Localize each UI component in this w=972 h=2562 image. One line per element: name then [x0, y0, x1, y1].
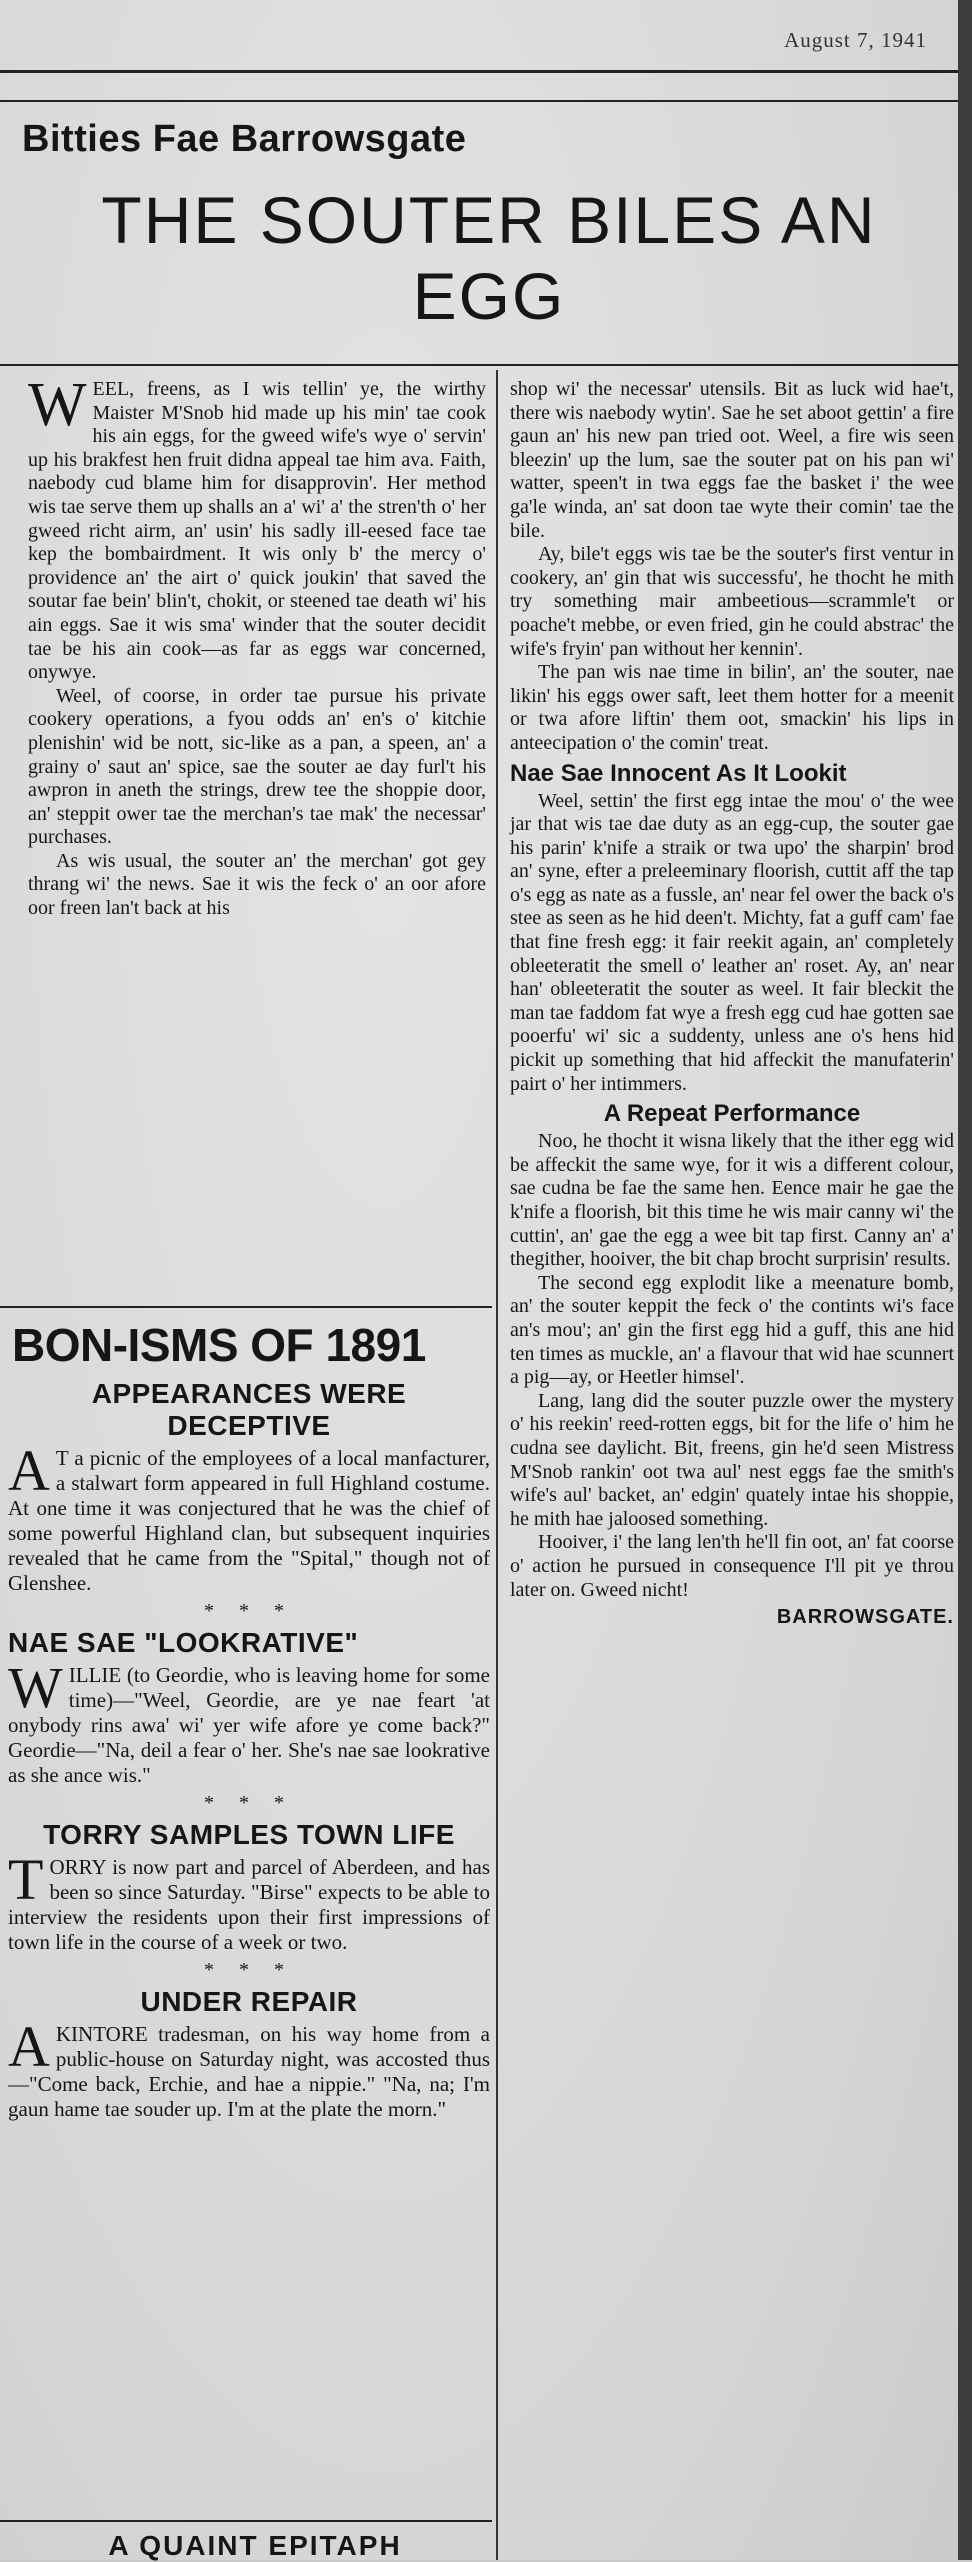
- article-left-column: [28, 371, 486, 921]
- drop-cap: A: [8, 1438, 50, 1503]
- issue-date: August 7, 1941: [784, 28, 927, 52]
- drop-cap: T: [8, 1847, 44, 1912]
- bonism-text: AKINTORE tradesman, on his way home from a public-house on Saturday night, was accosted thus—"Come back, Erchie, and hae a nippie." "Na, na; I'm gaun hame tae souder up. I'm at the plate the morn.": [8, 2014, 490, 2121]
- top-rule: [0, 70, 958, 73]
- article-subheading: A Repeat Performance: [603, 1100, 861, 1128]
- bonisms-title: BON-ISMS OF 1891: [12, 1319, 426, 1371]
- column-divider: [496, 370, 498, 2560]
- article-headline: THE SOUTER BILES AN EGG: [101, 183, 877, 333]
- bonism-heading: NAE SAE "LOOKRATIVE": [8, 1627, 359, 1658]
- separator-stars: * * *: [204, 1792, 294, 1814]
- article-paragraph: shop wi' the necessar' utensils. Bit as luck wid hae't, there wis naebody wytin'. Sae he set aboot gettin' a fire gaun an' his new pan tried oot. Weel, a fire wis seen bleezin' up the lum, sae the souter pat on his pan wi' watter, speen't in twa eggs fae the basket i' the wee ga'le winda, an' sat doon tae wyte their comin' tae the bile.: [510, 378, 954, 542]
- article-paragraph: Ay, bile't eggs wis tae be the souter's first ventur in cookery, an' gin that wis successfu', he thocht he mith try something mair ambeetious—scrammle't or poache't mebbe, or even fried, gin he could abstrac' the wife's fryin' pan without her kennin'.: [510, 543, 954, 660]
- article-paragraph: The pan wis nae time in bilin', an' the souter, nae likin' his eggs ower saft, leet them hotter for a meenit or twa afore liftin' them oot, smackin' his lips in anteecipation o' the comin' treat.: [510, 661, 954, 754]
- drop-cap: W: [28, 371, 87, 439]
- separator-stars: * * *: [204, 1959, 294, 1981]
- article-right-column: [510, 378, 954, 1629]
- bonism-text: TORRY is now part and parcel of Aberdeen, and has been so since Saturday. "Birse" expects to be able to interview the residents upon their first impressions of town life in the course of a week or two.: [8, 1847, 490, 1954]
- column-kicker: Bitties Fae Barrowsgate: [22, 118, 467, 160]
- drop-cap: W: [8, 1655, 63, 1720]
- bonism-text: A T a picnic of the employees of a local manfacturer, a stalwart form appeared in full Highland costume. At one time it was conjectured that he was the chief of some powerful Highland clan, but subsequent inquiries revealed that he came from the "Spital," though not of Glenshee.: [8, 1438, 490, 1595]
- article-paragraph: Weel, settin' the first egg intae the mou' o' the wee jar that wis tae dae duty as an egg-cup, the souter gae his parin' k'nife a straik or twa upo' the sharpin' brod an' syne, efter a preleeminary floorish, cuttit aff the tap o's egg as nate as a fussle, an' near fel ower the back o's stee as seen as he hid deen't. Michty, fat a guff cam' fae that fine fresh egg: it fair reekit again, an' completely obleeteratit the smell o' leather an' roset. Ay, an' near han' obleeteratit the souter as weel. It fair bleckit the man tae faddom fat wye a fresh egg cud hae gotten sae pooerfu' wi' sic a suddenty, unless ane o's hens hid pickit up something that hid affeckit the manufaterin' pairt o' her intimmers.: [510, 789, 954, 1095]
- headline-rule: [0, 364, 958, 366]
- bonisms-section: [8, 1318, 490, 2122]
- article-paragraph: Hooiver, i' the lang len'th he'll fin oot, an' fat coorse o' action he pursued in consequence I'll pit ye throu later on. Gweed nicht!: [510, 1531, 954, 1601]
- bonism-heading: APPEARANCES WERE DECEPTIVE: [91, 1378, 407, 1441]
- bonism-heading: UNDER REPAIR: [140, 1986, 358, 2017]
- author-signoff: BARROWSGATE.: [776, 1606, 954, 1629]
- article-paragraph: WEEL, freens, as I wis tellin' ye, the wirthy Maister M'Snob hid made up his min' tae cook his ain eggs, for the gweed wife's wye o' servin' up his brakfest hen fruit didna appeal tae him ava. Faith, naebody cud blame him for disapprovin'. Her method wis tae serve them up shalls an a' wi' a' the stren'th o' her gweed richt airm, an' usin' his sadly ill-eesed face tae kep the bombairdment. It wis only b' the mercy o' providence an' the airt o' quick joukin' that saved the soutar fae bein' blin't, chokit, or steened tae death wi' his ain eggs. Sae it wis sma' winder that the souter decidit tae be his ain cook—as far as eggs war concerned, onywye.: [28, 371, 486, 684]
- drop-cap: A: [8, 2014, 50, 2079]
- article-paragraph: As wis usual, the souter an' the merchan' got gey thrang wi' the news. Sae it wis the feck o' an oor afore oor freen lan't back at his: [28, 849, 486, 920]
- bonism-heading: TORRY SAMPLES TOWN LIFE: [43, 1819, 455, 1850]
- article-subheading: Nae Sae Innocent As It Lookit: [510, 759, 847, 787]
- next-article-heading: A QUAINT EPITAPH: [108, 2530, 402, 2561]
- separator-stars: * * *: [204, 1600, 294, 1622]
- top-rule-thin: [0, 100, 958, 102]
- article-paragraph: Lang, lang did the souter puzzle ower the mystery o' his reekin' reed-rotten eggs, bit for the life o' him he cudna see daylicht. Bit, freens, gin he'd seen Mistress M'Snob rankin' oot twa aul' nest eggs fae the smith's wife's aul' backet, an' edgin' quately intae his shoppie, he mith hae jaloosed something.: [510, 1389, 954, 1530]
- section-rule: [0, 1306, 492, 1308]
- bonism-text: WILLIE (to Geordie, who is leaving home for some time)—"Weel, Geordie, are ye nae feart 'at onybody rins awa' wi' yer wife afore ye come back?" Geordie—"Na, deil a fear o' her. She's nae sae lookrative as she ance wis.": [8, 1655, 490, 1787]
- article-paragraph: Weel, of coorse, in order tae pursue his private cookery operations, a fyou odds an' en's o' kitchie plenishin' wid be nott, sic-like as a pan, a speen, an' a grainy o' saut an' spice, sae the souter ae day furl't his awpron in aneth the strings, drew tee the shoppie door, an' steppit ower tae the merchan's tae mak' the necessar' purchases.: [28, 684, 486, 849]
- article-paragraph: Noo, he thocht it wisna likely that the ither egg wid be affeckit the same wye, for it wis a different colour, sae cudna be fae the same hen. Eence mair he gae the k'nife a floorish, bit this time he wis mair canny wi' the cuttin', an' gae the egg a wee bit tap first. Canny an' a' thegither, hooiver, the bit chap brocht surprisin' results.: [510, 1130, 954, 1271]
- section-rule: [0, 2520, 492, 2522]
- page-edge-shadow: [958, 0, 972, 2560]
- article-paragraph: The second egg explodit like a meenature bomb, an' the souter keppit the feck o' the contints wi's face an's mou'; an' gin the first egg hid a guff, this ane hid ten times as muckle, an' a flavour that wid hae scunnert a pig—ay, or Heetler himsel'.: [510, 1271, 954, 1389]
